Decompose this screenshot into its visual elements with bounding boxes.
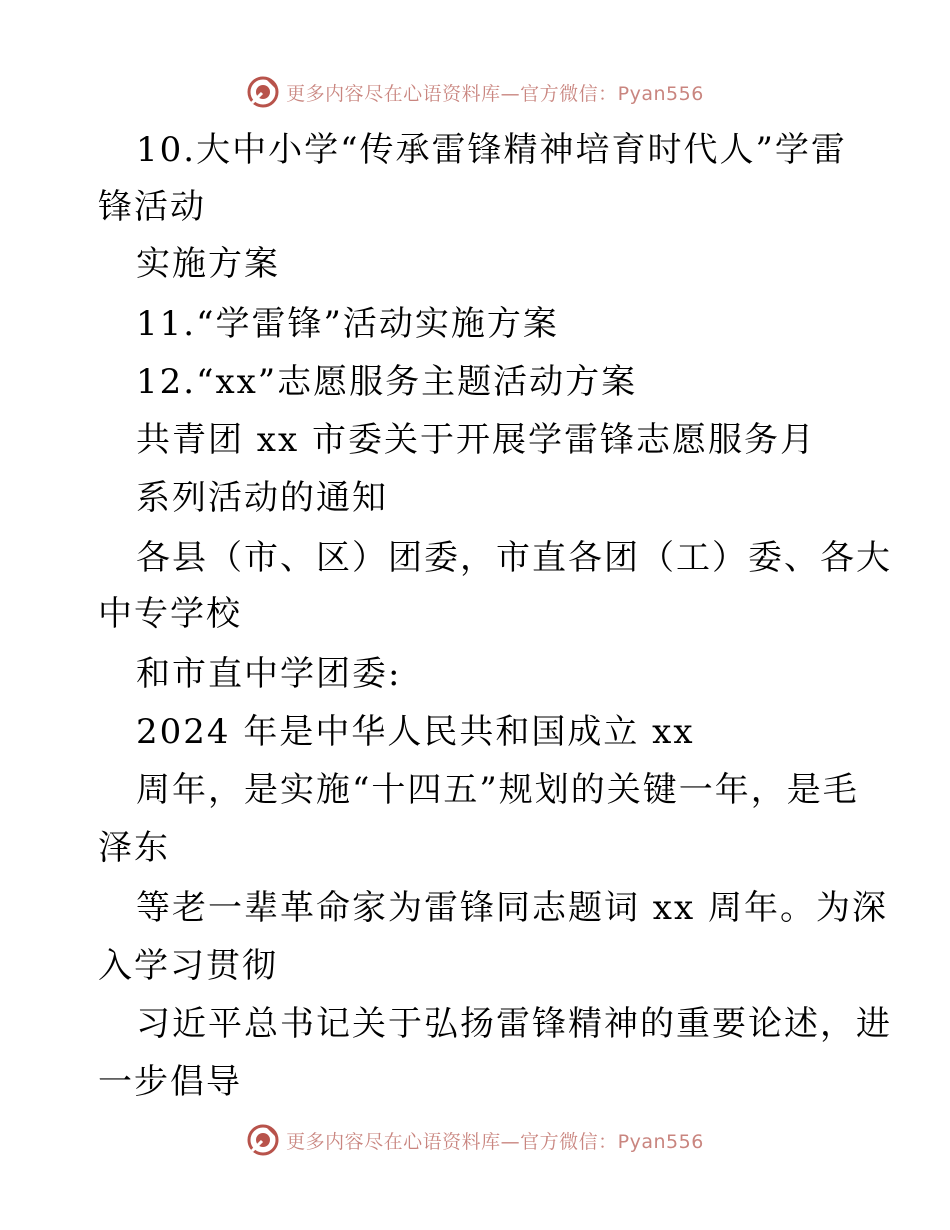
body-line: 实施方案: [136, 244, 280, 284]
watermark-text: 更多内容尽在心语资料库—官方微信：Pyan556: [286, 82, 704, 105]
body-line: 中专学校: [98, 594, 242, 634]
watermark-text: 更多内容尽在心语资料库—官方微信：Pyan556: [286, 1130, 704, 1153]
body-line: 等老一辈革命家为雷锋同志题词 xx 周年。为深: [136, 888, 888, 928]
footer-watermark-banner: [0, 1120, 950, 1160]
header-watermark-banner: [0, 72, 950, 112]
body-line: 入学习贯彻: [98, 946, 278, 986]
body-line: 周年，是实施“十四五”规划的关键一年，是毛: [136, 770, 859, 810]
circular-logo-icon: [246, 1123, 280, 1157]
body-line: 11.“学雷锋”活动实施方案: [136, 304, 559, 344]
body-line: 泽东: [98, 828, 170, 868]
body-line: 锋活动: [98, 187, 206, 227]
body-line: 一步倡导: [98, 1062, 242, 1102]
body-line: 共青团 xx 市委关于开展学雷锋志愿服务月: [136, 420, 816, 460]
body-line: 10.大中小学“传承雷锋精神培育时代人”学雷: [136, 130, 847, 170]
body-line: 系列活动的通知: [136, 478, 388, 518]
body-line: 习近平总书记关于弘扬雷锋精神的重要论述，进: [136, 1004, 892, 1044]
body-line: 2024 年是中华人民共和国成立 xx: [136, 712, 695, 752]
body-line: 12.“xx”志愿服务主题活动方案: [136, 362, 638, 402]
body-line: 各县（市、区）团委，市直各团（工）委、各大: [136, 538, 892, 578]
body-line: 和市直中学团委:: [136, 654, 402, 694]
circular-logo-icon: [246, 75, 280, 109]
